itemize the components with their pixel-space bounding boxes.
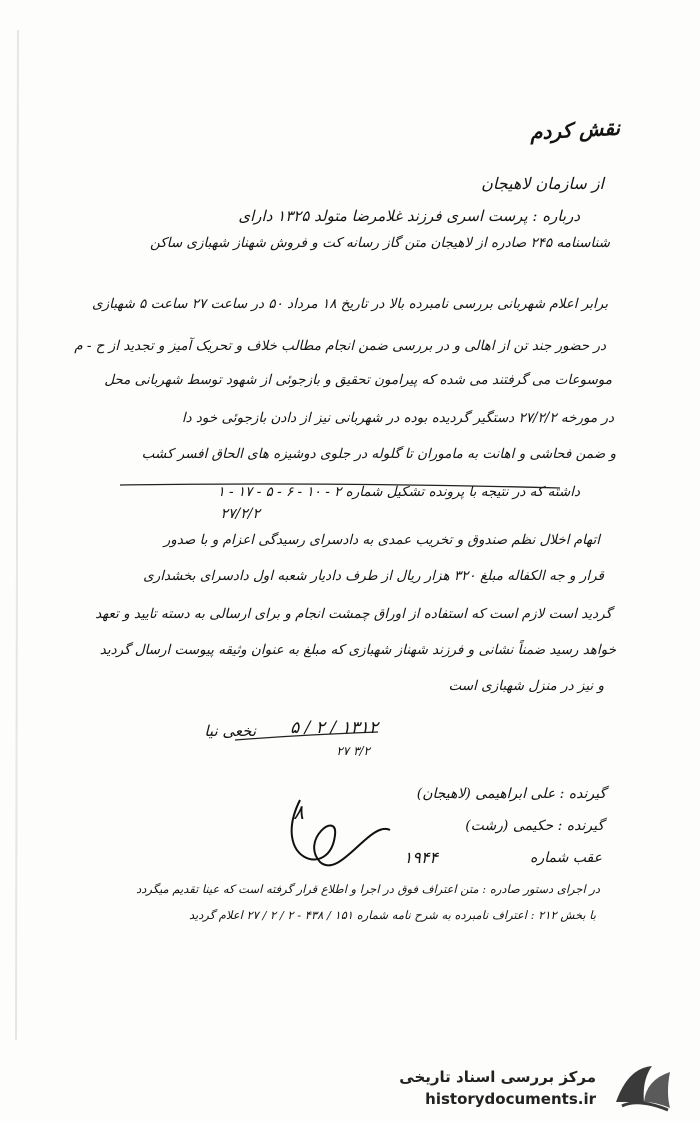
body-line: و نیز در منزل شهبازی است <box>448 678 604 694</box>
signature-scribble <box>292 800 390 865</box>
margin-mark: ۸ <box>293 800 304 824</box>
body-line: و ضمن فحاشی و اهانت به ماموران تا گلوله در جلوی دوشیزه های الحاق افسر کشب <box>141 446 616 462</box>
subject-line-2: شناسنامه ۲۴۵ صادره از لاهیجان متن گاز رسانه کت و فروش شهناز شهبازی ساکن <box>150 235 610 251</box>
archive-watermark <box>366 1060 686 1116</box>
signature-subdate: ۳/۲ ۲۷ <box>336 744 370 758</box>
archive-name: مرکز بررسی اسناد تاریخی <box>399 1068 596 1086</box>
note-line-1: در اجرای دستور صادره : متن اعتراف فوق در اجرا و اطلاع قرار گرفته است که عینا تقدیم میگردد <box>136 882 600 896</box>
body-line: گردید است لازم است که استفاده از اوراق چمشت انجام و برای ارسالی به دسته تایید و تعهد <box>95 606 612 622</box>
reader-line: گیرنده : حکیمی (رشت) <box>465 818 604 834</box>
body-line: اتهام اخلال نظم صندوق و تخریب عمدی به دادسرای رسیدگی اعزام و با صدور <box>163 532 600 548</box>
body-line: برابر اعلام شهربانی بررسی نامبرده بالا در تاریخ ۱۸ مرداد ۵۰ در ساعت ۲۷ ساعت ۵ شهبازی <box>92 296 608 312</box>
body-line: داشته که در نتیجه با پرونده تشکیل شماره ۲ - ۱۰ - ۶ - ۵ - ۱۷ - ۱ <box>217 484 580 500</box>
book-emblem-icon <box>608 1062 678 1114</box>
from-line: از سازمان لاهیجان <box>481 174 604 193</box>
reference-number: ۱۹۴۴ <box>403 848 438 867</box>
body-line: در مورخه ۲۷/۲/۲ دستگیر گردیده بوده در شهربانی نیز از دادن بازجوئی خود دا <box>181 410 614 426</box>
archive-website: historydocuments.ir <box>425 1090 596 1108</box>
body-line: موسوعات می گرفتند می شده که پیرامون تحقیق و بازجوئی از شهود توسط شهربانی محل <box>104 372 612 388</box>
heading: نقش کردم <box>529 115 621 145</box>
note-line-2: با بخش ۲۱۲ : اعتراف نامبرده به شرح نامه شماره ۱۵۱ / ۴۳۸ - ۲ / ۲ / ۲۷ اعلام گردید <box>188 908 596 922</box>
reference-label: عقب شماره <box>530 850 602 866</box>
body-line: در حضور جند تن از اهالی و در بررسی ضمن انجام مطالب خلاف و تحریک آمیز و تجدید از ح - م <box>74 338 606 354</box>
subject-line-1: درباره : پرست اسری فرزند غلامرضا متولد ۱۳۲۵ دارای <box>238 207 580 225</box>
body-line: قرار و جه الکفاله مبلغ ۳۲۰ هزار ریال از طرف دادیار شعبه اول دادسرای بخشداری <box>143 568 604 584</box>
signature-date: ۱۳۱۲ / ۲ / ۵ <box>290 718 378 738</box>
signature-name: نخعی نیا <box>204 722 256 740</box>
body-line: خواهد رسید ضمناً نشانی و فرزند شهناز شهبازی که مبلغ به عنوان وثیقه پیوست ارسال گردید <box>99 642 616 658</box>
body-line: ۲۷/۲/۲ <box>220 506 260 522</box>
informant-line: گیرنده : علی ابراهیمی (لاهیجان) <box>416 786 606 802</box>
